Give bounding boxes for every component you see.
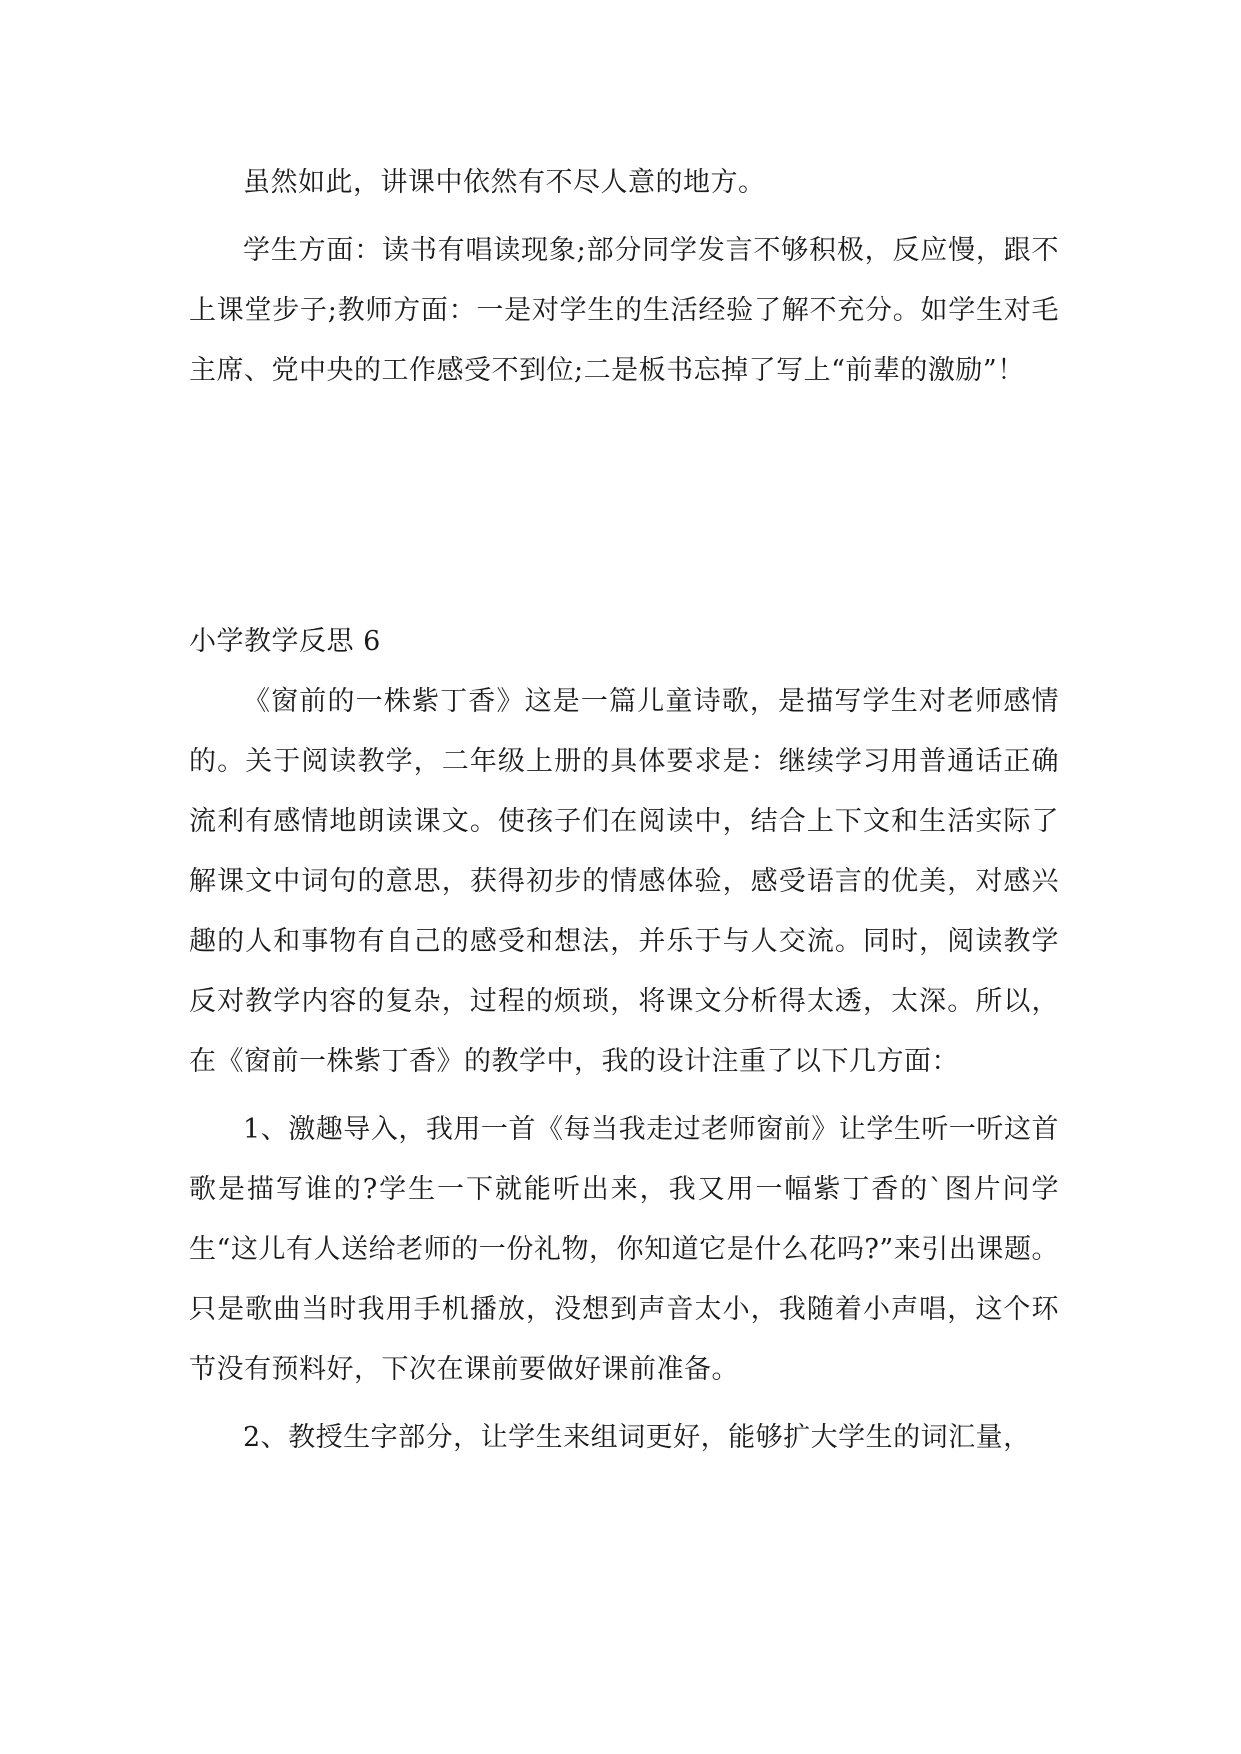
paragraph: 2、教授生字部分，让学生来组词更好，能够扩大学生的词汇量， (243, 1422, 1031, 1453)
paragraph: 学生方面：读书有唱读现象;部分同学发言不够积极，反应慢，跟不上课堂步子;教师方面：一是对学生的生活经验了解不充分。如学生对毛主席、党中央的工作感受不到位;二是板书忘掉了写上“前辈的激励”！ (189, 235, 1059, 386)
section-title: 小学教学反思 6 (189, 626, 381, 657)
paragraph: 《窗前的一株紫丁香》这是一篇儿童诗歌，是描写学生对老师感情的。关于阅读教学，二年级上册的具体要求是：继续学习用普通话正确流利有感情地朗读课文。使孩子们在阅读中，结合上下文和生活实际了解课文中词句的意思，获得初步的情感体验，感受语言的优美，对感兴趣的人和事物有自己的感受和想法，并乐于与人交流。同时，阅读教学反对教学内容的复杂，过程的烦琐，将课文分析得太透，太深。所以，在《窗前一株紫丁香》的教学中，我的设计注重了以下几方面： (189, 686, 1059, 1077)
section-end-text (189, 153, 1059, 401)
paragraph: 1、激趣导入，我用一首《每当我走过老师窗前》让学生听一听这首歌是描写谁的?学生一下就能听出来，我又用一幅紫丁香的`图片问学生“这儿有人送给老师的一份礼物，你知道它是什么花吗?”来引出课题。只是歌曲当时我用手机播放，没想到声音太小，我随着小声唱，这个环节没有预料好，下次在课前要做好课前准备。 (189, 1114, 1059, 1385)
section-6 (189, 612, 1059, 1468)
paragraph: 虽然如此，讲课中依然有不尽人意的地方。 (243, 167, 766, 198)
